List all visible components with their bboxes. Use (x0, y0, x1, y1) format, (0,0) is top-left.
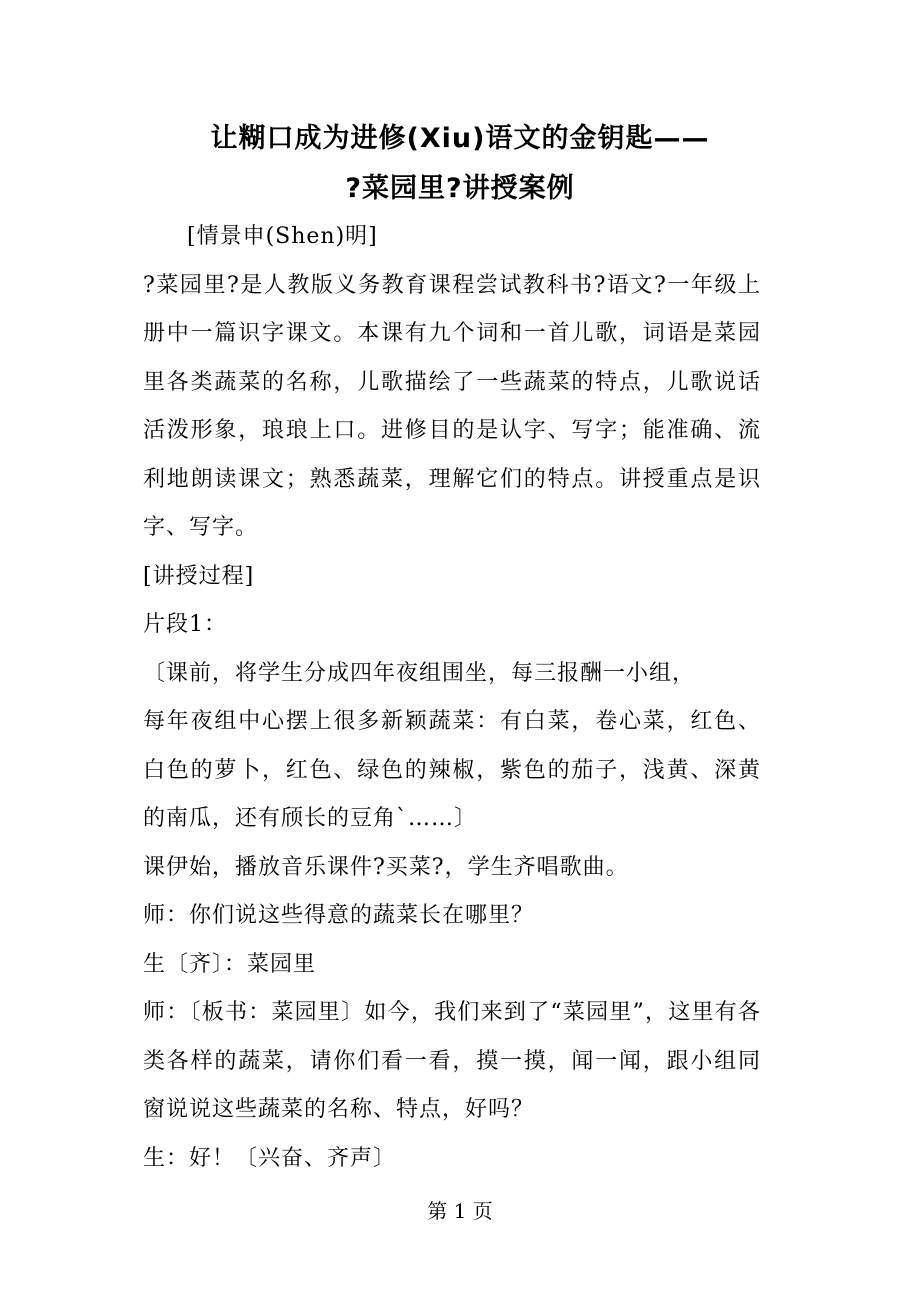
document-title (0, 114, 920, 214)
document-body (143, 213, 761, 1183)
paragraph-intro: ?菜园里?是人教版义务教育课程尝试教科书?语文?一年级上册中一篇识字课文。本课有九个词和一首儿歌，词语是菜园里各类蔬菜的名称，儿歌描绘了一些蔬菜的特点，儿歌说话活泼形象，琅琅上口。进修目的是认字、写字；能准确、流利地朗读课文；熟悉蔬菜，理解它们的特点。讲授重点是识字、写字。 (143, 272, 761, 540)
page-number: 第 1 页 (427, 1199, 493, 1223)
paragraph-music: 课伊始，播放音乐课件?买菜?，学生齐唱歌曲。 (143, 854, 629, 880)
section-heading-scenario: [情景申(Shen)明] (187, 224, 378, 249)
title-line-2: ?菜园里?讲授案例 (345, 173, 575, 204)
paragraph-vegetables: 每年夜组中心摆上很多新颖蔬菜：有白菜，卷心菜，红色、白色的萝卜，红色、绿色的辣椒，紫色的茄子，浅黄、深黄的南瓜，还有颀长的豆角`……〕 (143, 709, 761, 831)
paragraph-setup: 〔课前，将学生分成四年夜组围坐，每三报酬一小组， (143, 660, 696, 686)
fragment-label: 片段1： (143, 612, 227, 637)
dialogue-line: 生：好！〔兴奋、齐声〕 (143, 1145, 397, 1171)
section-heading-process: [讲授过程] (143, 563, 255, 589)
dialogue-line: 师：〔板书：菜园里〕如今，我们来到了“菜园里”，这里有各类各样的蔬菜，请你们看一看，摸一摸，闻一闻，跟小组同窗说说这些蔬菜的名称、特点，好吗？ (143, 1000, 761, 1122)
dialogue-line: 师：你们说这些得意的蔬菜长在哪里？ (143, 903, 535, 928)
dialogue-line: 生〔齐〕：菜园里 (143, 951, 317, 977)
title-line-1: 让糊口成为进修(Xiu)语文的金钥匙—— (210, 123, 710, 154)
